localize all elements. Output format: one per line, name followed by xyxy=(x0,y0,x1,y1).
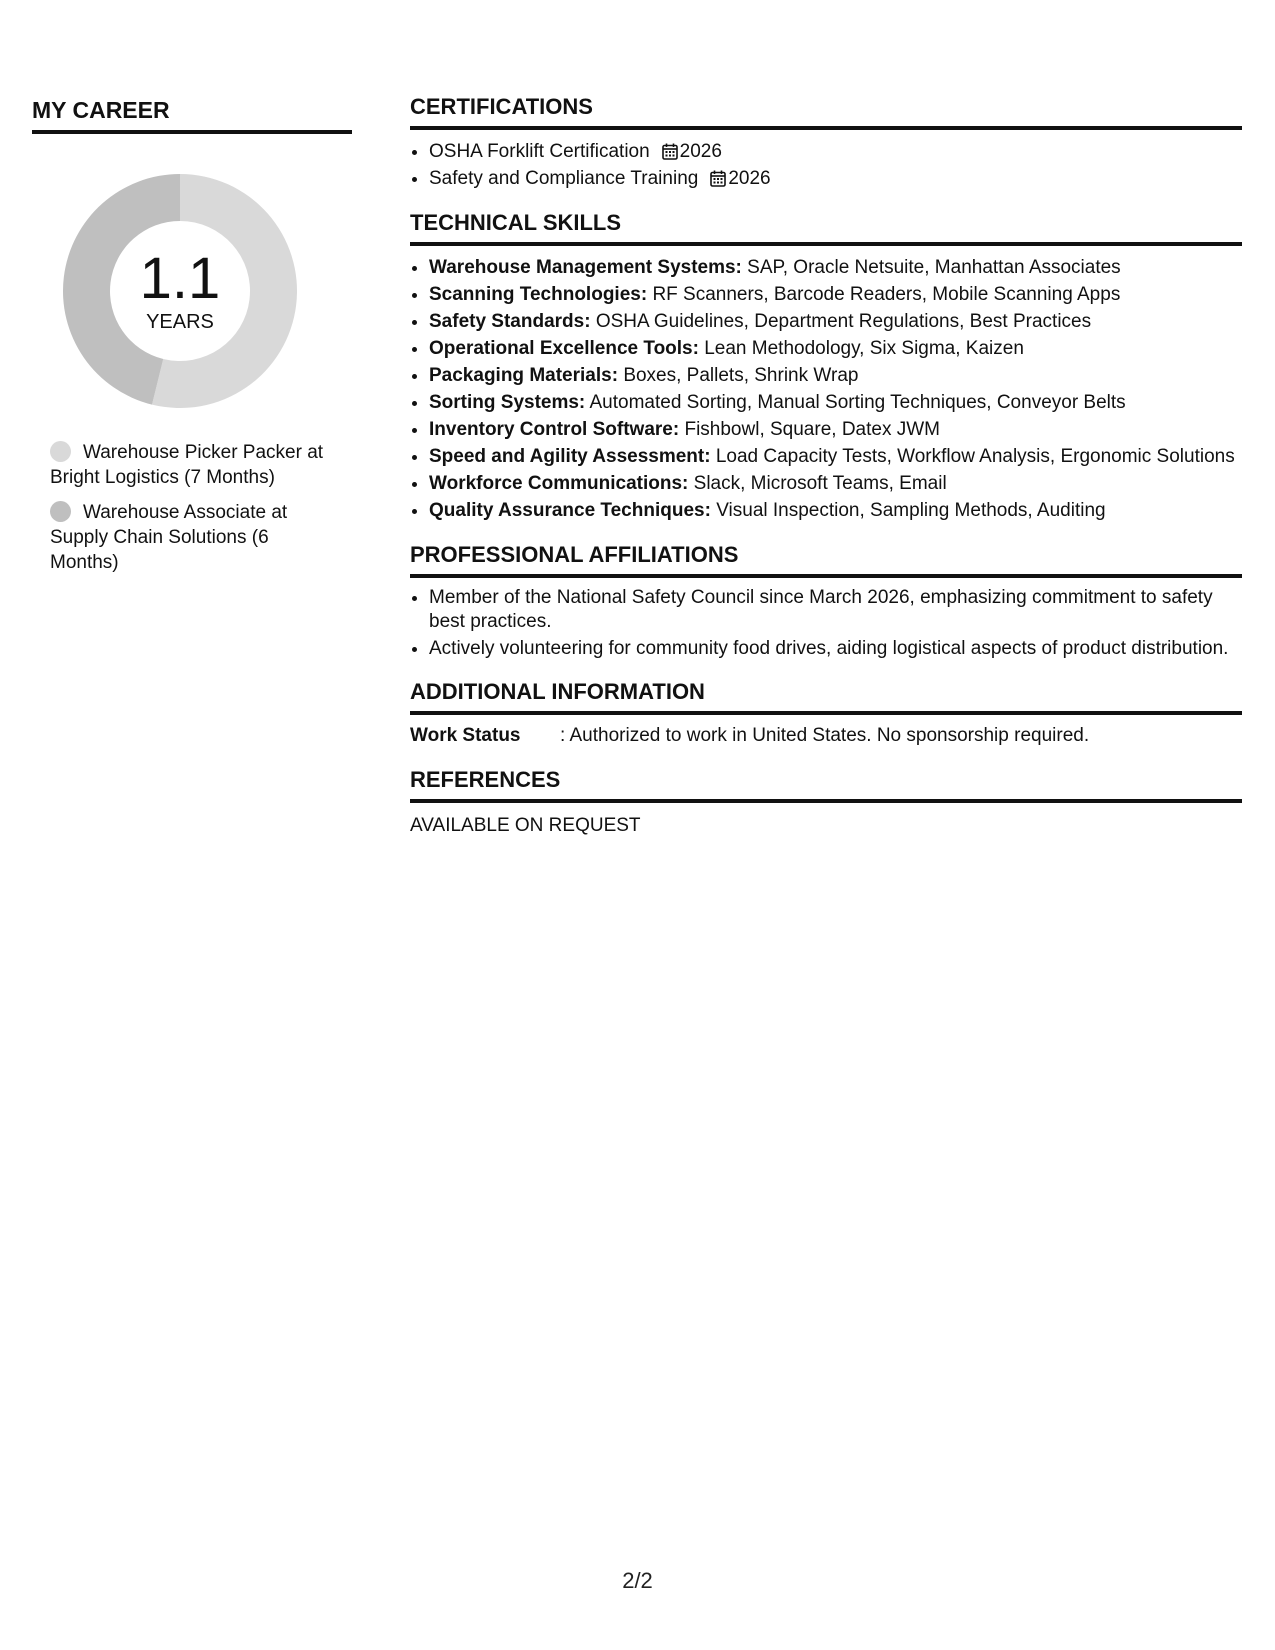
list-item xyxy=(429,443,1242,470)
donut-center xyxy=(55,166,305,416)
certification-name: OSHA Forklift Certification xyxy=(429,141,650,162)
skill-label: Quality Assurance Techniques: xyxy=(429,500,711,521)
skill-value: Boxes, Pallets, Shrink Wrap xyxy=(623,365,859,386)
skill-label: Warehouse Management Systems: xyxy=(429,257,742,278)
list-item: • Member of the National Safety Council since March 2026, emphasizing commitment to safety best practices. xyxy=(429,586,1242,634)
references-text: AVAILABLE ON REQUEST xyxy=(410,815,641,836)
list-item xyxy=(429,416,1242,443)
list-item xyxy=(429,389,1242,416)
list-item xyxy=(429,308,1242,335)
additional-info-section xyxy=(410,679,1242,749)
skill-label: Inventory Control Software: xyxy=(429,419,680,440)
skill-value: Fishbowl, Square, Datex JWM xyxy=(684,419,940,440)
legend-label: Warehouse Picker Packer at Bright Logistics (7 Months) xyxy=(50,442,324,488)
skill-value: Slack, Microsoft Teams, Email xyxy=(693,473,947,494)
skill-label: Speed and Agility Assessment: xyxy=(429,446,711,467)
affiliations-heading: PROFESSIONAL AFFILIATIONS xyxy=(410,542,1242,578)
technical-skills-heading: TECHNICAL SKILLS xyxy=(410,210,1242,246)
certification-year: 2026 xyxy=(679,141,722,162)
skill-value: Visual Inspection, Sampling Methods, Auditing xyxy=(716,500,1106,521)
list-item: • Actively volunteering for community food drives, aiding logistical aspects of product distribution. xyxy=(429,637,1242,661)
calendar-icon xyxy=(662,143,678,160)
affiliations-section xyxy=(410,542,1242,661)
skill-label: Sorting Systems: xyxy=(429,392,586,413)
skill-label: Safety Standards: xyxy=(429,311,591,332)
skills-list xyxy=(410,254,1242,524)
calendar-icon xyxy=(710,170,726,187)
list-item xyxy=(429,138,1242,165)
skill-value: RF Scanners, Barcode Readers, Mobile Scanning Apps xyxy=(652,284,1121,305)
skill-label: Operational Excellence Tools: xyxy=(429,338,699,359)
career-total-years: 1.1 xyxy=(139,246,221,311)
list-item xyxy=(429,470,1242,497)
references-heading: REFERENCES xyxy=(410,767,1242,803)
skill-value: Lean Methodology, Six Sigma, Kaizen xyxy=(704,338,1024,359)
skill-label: Scanning Technologies: xyxy=(429,284,648,305)
certifications-list xyxy=(410,138,1242,192)
technical-skills-section xyxy=(410,210,1242,524)
list-item xyxy=(429,497,1242,524)
list-item xyxy=(429,165,1242,192)
legend-swatch xyxy=(50,441,71,462)
legend-swatch xyxy=(50,501,71,522)
work-status-row xyxy=(410,723,1242,749)
legend-label: Warehouse Associate at Supply Chain Solutions (6 Months) xyxy=(50,502,288,573)
career-heading: MY CAREER xyxy=(32,96,352,134)
main-column xyxy=(410,94,1242,857)
certification-name: Safety and Compliance Training xyxy=(429,168,699,189)
career-years-unit: YEARS xyxy=(146,311,214,333)
additional-info-heading: ADDITIONAL INFORMATION xyxy=(410,679,1242,715)
skill-value: Automated Sorting, Manual Sorting Techniques, Conveyor Belts xyxy=(589,392,1126,413)
certifications-heading: CERTIFICATIONS xyxy=(410,94,1242,130)
career-legend xyxy=(50,440,340,575)
page-number: 2/2 xyxy=(622,1568,653,1593)
certification-year: 2026 xyxy=(728,168,771,189)
skill-label: Workforce Communications: xyxy=(429,473,689,494)
work-status-label: Work Status xyxy=(410,725,521,746)
list-item xyxy=(429,335,1242,362)
skill-value: SAP, Oracle Netsuite, Manhattan Associates xyxy=(747,257,1121,278)
list-item xyxy=(429,254,1242,281)
references-section xyxy=(410,767,1242,839)
list-item xyxy=(429,281,1242,308)
skill-label: Packaging Materials: xyxy=(429,365,619,386)
legend-item xyxy=(50,440,340,490)
affiliations-list xyxy=(410,586,1242,661)
career-donut-chart xyxy=(55,166,305,416)
skill-value: Load Capacity Tests, Workflow Analysis, Ergonomic Solutions xyxy=(715,446,1235,467)
work-status-value: : Authorized to work in United States. No sponsorship required. xyxy=(560,725,1090,746)
legend-item xyxy=(50,500,340,575)
career-column xyxy=(32,96,352,585)
list-item xyxy=(429,362,1242,389)
certifications-section xyxy=(410,94,1242,192)
skill-value: OSHA Guidelines, Department Regulations, Best Practices xyxy=(595,311,1092,332)
